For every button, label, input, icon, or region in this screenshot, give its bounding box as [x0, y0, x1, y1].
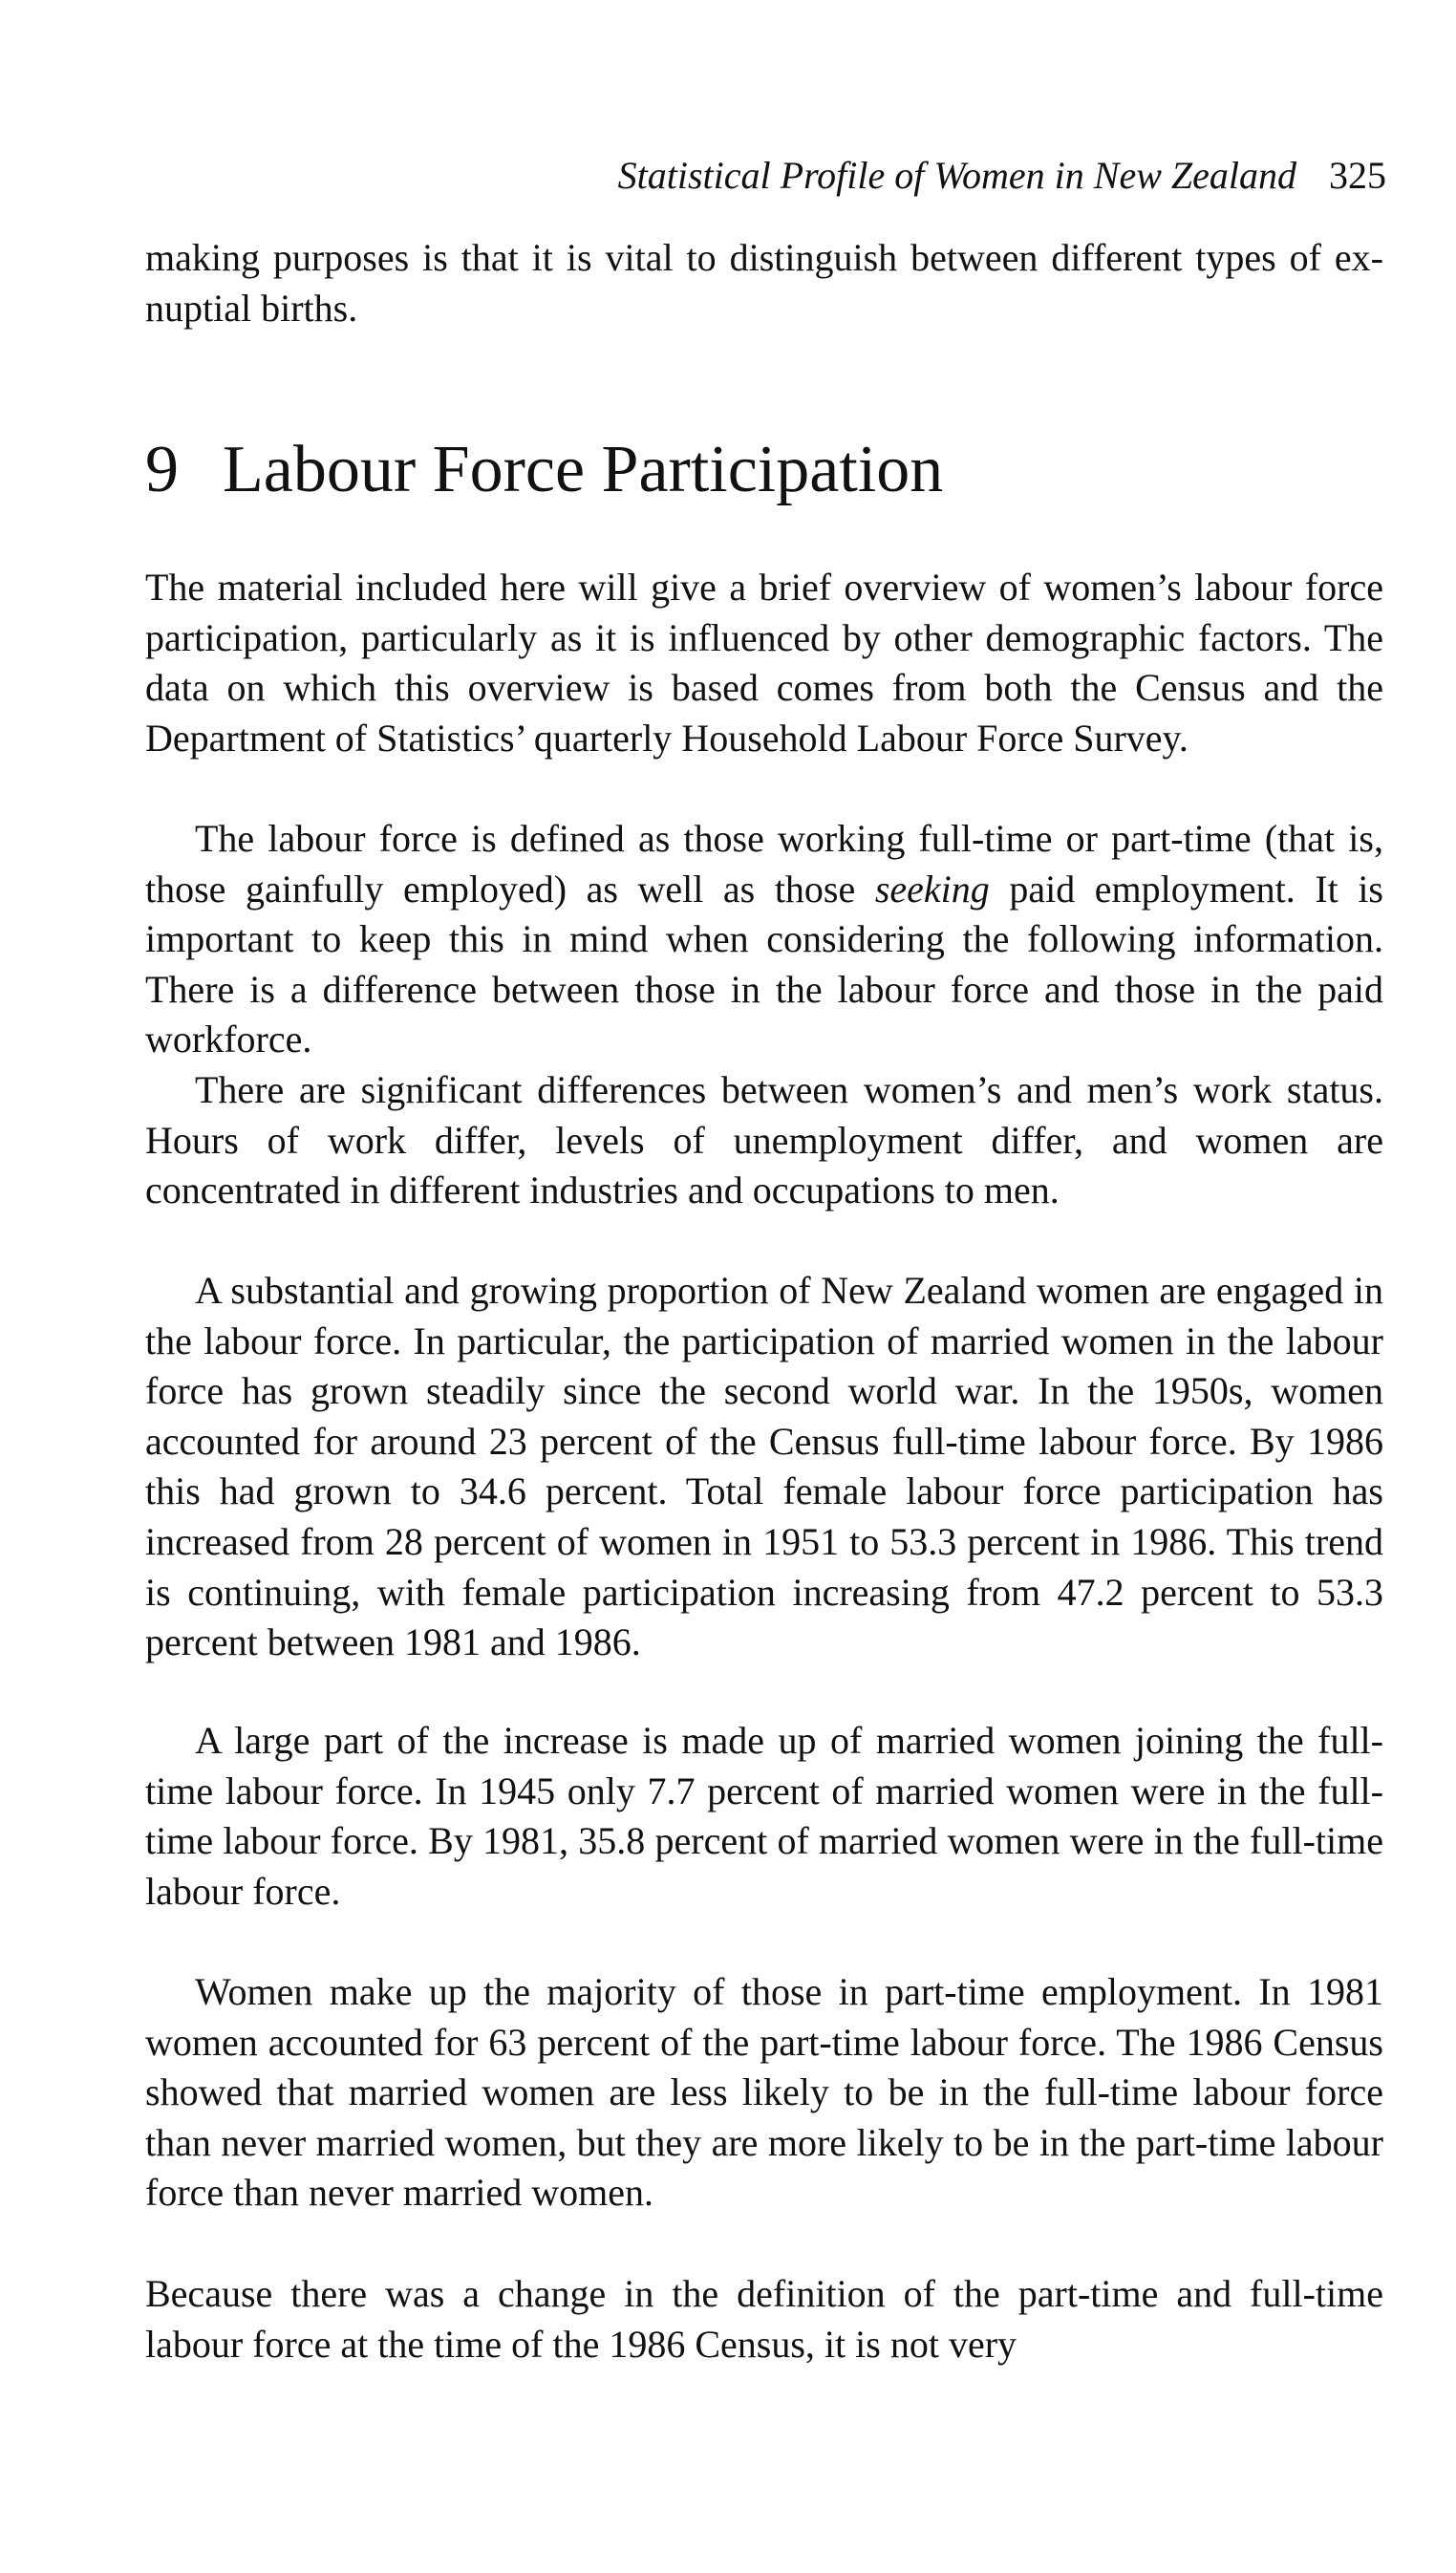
running-header — [618, 153, 1386, 199]
intro-paragraph: making purposes is that it is vital to distinguish between different types of ex-nuptial births. — [145, 236, 1383, 330]
page-number: 325 — [1329, 154, 1386, 197]
paragraph-part-time-employment: Women make up the majority of those in part-time employment. In 1981 women accounted for 63 percent of the part-time labour force. The 1986 Census showed that married women are less likely to be in the full-time labour force than never married women, but they are more likely to be in the part-time labour force than never married women. — [145, 1970, 1383, 2215]
paragraph-work-status-differences: There are significant differences between women’s and men’s work status. Hours of work differ, levels of unemployment differ, and women are concentrated in different industries and occupations to men. — [145, 1068, 1383, 1212]
paragraph-overview: The material included here will give a brief overview of women’s labour force participation, particularly as it is influenced by other demographic factors. The data on which this overview is based comes from both the Census and the Department of Statistics’ quarterly Household Labour Force Survey. — [145, 566, 1383, 760]
paragraph-growing-participation: A substantial and growing proportion of New Zealand women are engaged in the labour force. In particular, the participation of married women in the labour force has grown steadily since the second world war. In the 1950s, women accounted for around 23 percent of the Census full-time labour force. By 1986 this had grown to 34.6 percent. Total female labour force participation has increased from 28 percent of women in 1951 to 53.3 percent in 1986. This trend is continuing, with female participation increasing from 47.2 percent to 53.3 percent between 1981 and 1986. — [145, 1269, 1383, 1664]
chapter-number: 9 — [145, 433, 179, 506]
paragraph-text-part: The labour force is defined as those working full-time or part-time (that is, those gainfully employed) as well as those — [145, 817, 1383, 911]
paragraph-married-women-full-time: A large part of the increase is made up of married women joining the full-time labour force. In 1945 only 7.7 percent of married women were in the full-time labour force. By 1981, 35.8 percent of married women were in the full-time labour force. — [145, 1719, 1383, 1913]
emphasis-text: seeking — [874, 867, 990, 911]
chapter-title: Labour Force Participation — [223, 433, 944, 506]
paragraph-definition-change: Because there was a change in the definition of the part-time and full-time labour force at the time of the 1986 Census, it is not very — [145, 2272, 1383, 2366]
paragraph-labour-force-definition — [145, 814, 1383, 1065]
running-title: Statistical Profile of Women in New Zealand — [617, 154, 1296, 197]
paragraph-text-part: paid employment. It is important to keep this in mind when considering the following information. There is a difference between those in the labour force and those in the paid workforce. — [145, 867, 1383, 1061]
chapter-heading — [145, 430, 943, 510]
